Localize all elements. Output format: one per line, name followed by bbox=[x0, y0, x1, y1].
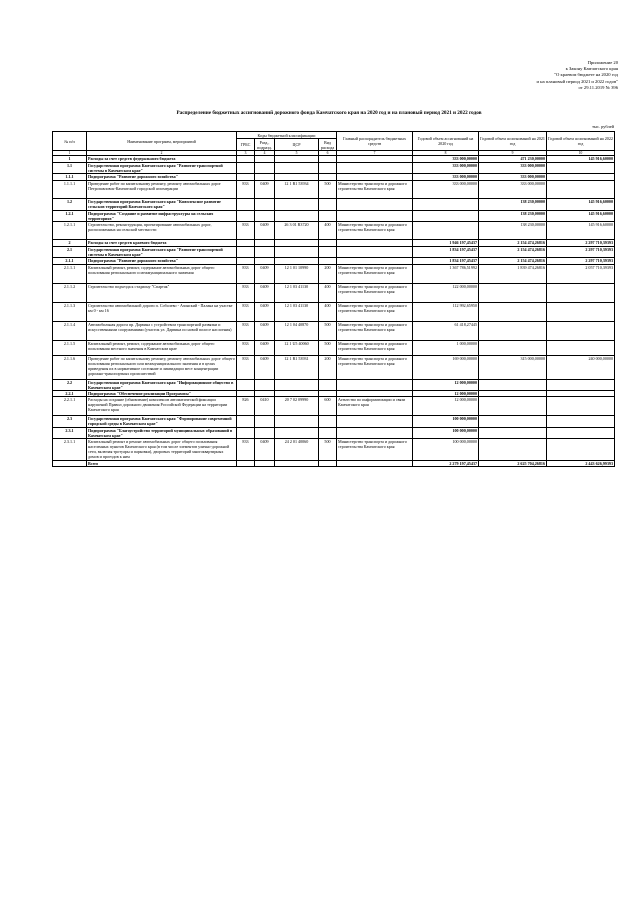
row-csr bbox=[275, 247, 319, 258]
row-amount-2020: 122 000,00000 bbox=[413, 284, 479, 303]
row-csr bbox=[275, 199, 319, 211]
row-number: 2.1 bbox=[53, 247, 87, 258]
row-number: 2.2.1 bbox=[53, 391, 87, 397]
row-vr: 500 bbox=[319, 322, 337, 341]
row-csr bbox=[275, 258, 319, 265]
row-rzpr bbox=[255, 174, 275, 181]
row-amount-2022: 2 297 710,39393 bbox=[547, 258, 615, 265]
colnum: 10 bbox=[547, 151, 615, 156]
row-grbs bbox=[237, 380, 255, 391]
row-name: Подпрограмма "Благоустройство территорий муниципальных образований в Камчатском крае" bbox=[87, 428, 237, 439]
row-vr: 400 bbox=[319, 303, 337, 322]
header-codes-group: Коды бюджетной классификации bbox=[237, 132, 337, 139]
row-vr bbox=[319, 258, 337, 265]
row-amount-2022: 145 916,60000 bbox=[547, 211, 615, 222]
row-manager bbox=[337, 199, 413, 211]
row-amount-2020: 61 418,27445 bbox=[413, 322, 479, 341]
row-number: 2.1.1.4 bbox=[53, 322, 87, 341]
row-amount-2022: 145 916,60000 bbox=[547, 156, 615, 163]
row-amount-2021: 138 230,00000 bbox=[479, 222, 547, 240]
row-amount-2022 bbox=[547, 174, 615, 181]
row-amount-2020: 1 834 197,45437 bbox=[413, 258, 479, 265]
row-rzpr: 0409 bbox=[255, 341, 275, 356]
row-amount-2022 bbox=[547, 163, 615, 174]
row-amount-2021 bbox=[479, 303, 547, 322]
row-amount-2020: 100 000,00000 bbox=[413, 416, 479, 428]
row-number: 2 bbox=[53, 240, 87, 247]
row-manager bbox=[337, 240, 413, 247]
table-row bbox=[53, 439, 615, 461]
row-csr bbox=[275, 174, 319, 181]
header-num: № п/п bbox=[53, 132, 87, 151]
row-amount-2021: 333 000,00000 bbox=[479, 174, 547, 181]
row-rzpr bbox=[255, 461, 275, 467]
row-grbs bbox=[237, 240, 255, 247]
row-manager: Министерство транспорта и дорожного строительства Камчатского края bbox=[337, 341, 413, 356]
row-name: Подпрограмма "Развитие дорожного хозяйства" bbox=[87, 258, 237, 265]
table-row bbox=[53, 303, 615, 322]
row-number: 2.1.1.6 bbox=[53, 356, 87, 380]
table-row bbox=[53, 284, 615, 303]
colnum: 3 bbox=[237, 151, 255, 156]
row-amount-2021: 2 154 474,26816 bbox=[479, 240, 547, 247]
row-csr: 12 1 04 40870 bbox=[275, 322, 319, 341]
row-grbs bbox=[237, 258, 255, 265]
allocation-table bbox=[52, 131, 615, 467]
row-csr bbox=[275, 416, 319, 428]
row-manager bbox=[337, 174, 413, 181]
row-csr: 12 1 U5 40060 bbox=[275, 341, 319, 356]
row-amount-2022 bbox=[547, 397, 615, 416]
row-rzpr: 0409 bbox=[255, 265, 275, 284]
row-amount-2022 bbox=[547, 341, 615, 356]
row-grbs bbox=[237, 247, 255, 258]
row-vr bbox=[319, 240, 337, 247]
row-amount-2020: 2 279 197,45437 bbox=[413, 461, 479, 467]
row-name: Государственная программа Камчатского края "Развитие транспортной системы в Камчатском крае" bbox=[87, 163, 237, 174]
row-amount-2020: 333 000,00000 bbox=[413, 181, 479, 199]
row-name: Строительство подъезда к стадиону "Спартак" bbox=[87, 284, 237, 303]
row-amount-2021 bbox=[479, 322, 547, 341]
appendix-line: и на плановый период 2021 и 2022 годов" bbox=[536, 78, 618, 84]
row-rzpr: 0409 bbox=[255, 303, 275, 322]
row-amount-2020: 169 000,00000 bbox=[413, 356, 479, 380]
row-rzpr bbox=[255, 258, 275, 265]
row-amount-2022 bbox=[547, 181, 615, 199]
row-amount-2021 bbox=[479, 380, 547, 391]
row-amount-2022 bbox=[547, 428, 615, 439]
row-amount-2020: 1 834 197,45437 bbox=[413, 247, 479, 258]
row-manager: Министерство транспорта и дорожного строительства Камчатского края bbox=[337, 284, 413, 303]
row-amount-2020: 100 000,00000 bbox=[413, 428, 479, 439]
row-amount-2020 bbox=[413, 199, 479, 211]
row-amount-2020: 12 000,00000 bbox=[413, 397, 479, 416]
row-amount-2021: 471 230,00000 bbox=[479, 156, 547, 163]
colnum: 7 bbox=[337, 151, 413, 156]
row-amount-2020: 12 000,00000 bbox=[413, 391, 479, 397]
row-number: 2.1.1.2 bbox=[53, 284, 87, 303]
colnum: 5 bbox=[275, 151, 319, 156]
table-row bbox=[53, 163, 615, 174]
row-csr: 12 1 R1 53934 bbox=[275, 181, 319, 199]
row-name: Подпрограмма "Развитие дорожного хозяйства" bbox=[87, 174, 237, 181]
row-name: Капитальный ремонт и ремонт автомобильных дорог общего пользования населенных пунктов Камчатского края (в том числе элементов улично-дорожной сети, включая тротуары и парковки), дворовых территорий многоквартирных домов и проездов к ним bbox=[87, 439, 237, 461]
row-number: 1.2.1 bbox=[53, 211, 87, 222]
table-row bbox=[53, 181, 615, 199]
row-name: Строительство автомобильной дороги п. Соболево - Азинский - Палана на участке км 0 - км 16 bbox=[87, 303, 237, 322]
row-grbs: 833 bbox=[237, 303, 255, 322]
table-row bbox=[53, 265, 615, 284]
row-number: 1.2.1.1 bbox=[53, 222, 87, 240]
row-manager: Агентство по информатизации и связи Камчатского края bbox=[337, 397, 413, 416]
row-number: 2.2.1.1 bbox=[53, 397, 87, 416]
row-name: Капитальный ремонт, ремонт, содержание автомобильных дорог общего пользования регионального и межмуниципального значения bbox=[87, 265, 237, 284]
table-row bbox=[53, 380, 615, 391]
row-amount-2021: 2 625 704,26816 bbox=[479, 461, 547, 467]
row-manager: Министерство транспорта и дорожного строительства Камчатского края bbox=[337, 356, 413, 380]
colnum: 1 bbox=[53, 151, 87, 156]
row-vr bbox=[319, 247, 337, 258]
row-rzpr bbox=[255, 416, 275, 428]
document-title: Распределение бюджетных ассигнований дорожного фонда Камчатского края на 2020 год и на плановый период 2021 и 2022 годов bbox=[176, 110, 482, 116]
header-manager: Главный распорядитель бюджетных средств bbox=[337, 132, 413, 151]
header-grbs: ГРБС bbox=[237, 139, 255, 151]
row-manager bbox=[337, 380, 413, 391]
row-amount-2020: 333 000,00000 bbox=[413, 174, 479, 181]
colnum: 9 bbox=[479, 151, 547, 156]
row-grbs bbox=[237, 428, 255, 439]
header-name: Наименование программ, мероприятий bbox=[87, 132, 237, 151]
row-amount-2021: 333 000,00000 bbox=[479, 181, 547, 199]
row-name: Государственная программа Камчатского края "Информационное общество в Камчатском крае" bbox=[87, 380, 237, 391]
header-2022: Годовой объем ассигнований на 2022 год bbox=[547, 132, 615, 151]
row-number: 2.3 bbox=[53, 416, 87, 428]
row-csr: 12 1 03 41130 bbox=[275, 303, 319, 322]
table-row bbox=[53, 222, 615, 240]
row-rzpr: 0409 bbox=[255, 222, 275, 240]
row-name: Подпрограмма "Обеспечение реализации Программы" bbox=[87, 391, 237, 397]
row-rzpr bbox=[255, 211, 275, 222]
colnum: 4 bbox=[255, 151, 275, 156]
appendix-line: к Закону Камчатского края bbox=[565, 66, 618, 72]
row-rzpr bbox=[255, 247, 275, 258]
row-csr bbox=[275, 380, 319, 391]
row-amount-2022 bbox=[547, 416, 615, 428]
row-amount-2021: 138 230,00000 bbox=[479, 199, 547, 211]
row-rzpr bbox=[255, 163, 275, 174]
row-grbs bbox=[237, 199, 255, 211]
row-amount-2022: 2 057 710,39393 bbox=[547, 265, 615, 284]
row-csr bbox=[275, 211, 319, 222]
row-manager: Министерство транспорта и дорожного строительства Камчатского края bbox=[337, 322, 413, 341]
row-number: 2.1.1 bbox=[53, 258, 87, 265]
row-grbs bbox=[237, 163, 255, 174]
row-amount-2021: 1 839 474,26816 bbox=[479, 265, 547, 284]
row-name: Расходы за счет средств краевого бюджета bbox=[87, 240, 237, 247]
row-amount-2020: 112 992,65950 bbox=[413, 303, 479, 322]
row-rzpr bbox=[255, 156, 275, 163]
row-grbs: 826 bbox=[237, 397, 255, 416]
row-manager bbox=[337, 156, 413, 163]
row-amount-2022: 240 000,00000 bbox=[547, 356, 615, 380]
row-amount-2021 bbox=[479, 428, 547, 439]
row-rzpr: 0409 bbox=[255, 284, 275, 303]
table-row bbox=[53, 199, 615, 211]
colnum: 8 bbox=[413, 151, 479, 156]
row-amount-2021: 138 230,00000 bbox=[479, 211, 547, 222]
table-row bbox=[53, 211, 615, 222]
table-row bbox=[53, 461, 615, 467]
row-amount-2021: 2 154 474,26816 bbox=[479, 258, 547, 265]
row-csr bbox=[275, 163, 319, 174]
row-number: 2.3.1 bbox=[53, 428, 87, 439]
row-csr: 26 3 01 R3720 bbox=[275, 222, 319, 240]
row-amount-2022: 2 297 710,39393 bbox=[547, 247, 615, 258]
row-amount-2022 bbox=[547, 380, 615, 391]
row-name: Расходы на создание (обновление) комплексов автоматической фиксации нарушений Правил дорожного движения Российской Федерации на территории Камчатского края bbox=[87, 397, 237, 416]
row-amount-2022: 2 443 626,99393 bbox=[547, 461, 615, 467]
appendix-line: от 29.11.2019 № 396 bbox=[578, 84, 618, 90]
row-rzpr bbox=[255, 380, 275, 391]
colnum: 6 bbox=[319, 151, 337, 156]
row-amount-2020 bbox=[413, 222, 479, 240]
row-amount-2022: 2 297 710,39393 bbox=[547, 240, 615, 247]
row-grbs: 833 bbox=[237, 439, 255, 461]
row-rzpr bbox=[255, 240, 275, 247]
row-name: Проведение работ по капитальному ремонту, ремонту автомобильных дорог Петропавловск-Камчатской городской агломерации bbox=[87, 181, 237, 199]
row-amount-2021 bbox=[479, 397, 547, 416]
row-manager bbox=[337, 247, 413, 258]
row-vr: 500 bbox=[319, 439, 337, 461]
row-amount-2020: 333 000,00000 bbox=[413, 156, 479, 163]
row-amount-2021 bbox=[479, 416, 547, 428]
table-row bbox=[53, 397, 615, 416]
header-vr: Вид расхода bbox=[319, 139, 337, 151]
row-name: Всего bbox=[87, 461, 237, 467]
row-vr bbox=[319, 163, 337, 174]
row-name: Строительство, реконструкция, проектирование автомобильных дорог, расположенных на сельской местности bbox=[87, 222, 237, 240]
row-vr: 600 bbox=[319, 397, 337, 416]
row-number: 1.1.1 bbox=[53, 174, 87, 181]
row-vr bbox=[319, 416, 337, 428]
row-rzpr: 0410 bbox=[255, 397, 275, 416]
row-rzpr bbox=[255, 428, 275, 439]
row-number: 1.1 bbox=[53, 163, 87, 174]
row-amount-2022 bbox=[547, 284, 615, 303]
row-vr bbox=[319, 199, 337, 211]
row-manager bbox=[337, 211, 413, 222]
row-amount-2021 bbox=[479, 284, 547, 303]
row-csr: 12 1 R1 53931 bbox=[275, 356, 319, 380]
table-row bbox=[53, 156, 615, 163]
table-row bbox=[53, 341, 615, 356]
row-grbs: 833 bbox=[237, 222, 255, 240]
row-vr bbox=[319, 380, 337, 391]
row-grbs: 833 bbox=[237, 356, 255, 380]
row-number: 2.3.1.1 bbox=[53, 439, 87, 461]
row-amount-2021 bbox=[479, 439, 547, 461]
units-label: тыс. рублей bbox=[592, 124, 614, 129]
row-amount-2020: 1 367 786,51992 bbox=[413, 265, 479, 284]
row-name: Подпрограмма "Создание и развитие инфраструктуры на сельских территориях" bbox=[87, 211, 237, 222]
row-vr bbox=[319, 428, 337, 439]
row-name: Капитальный ремонт, ремонт, содержание автомобильных дорог общего пользования местного значения в Камчатском крае bbox=[87, 341, 237, 356]
header-rzpr: Разд., подразд. bbox=[255, 139, 275, 151]
row-manager bbox=[337, 428, 413, 439]
row-grbs: 833 bbox=[237, 284, 255, 303]
row-rzpr: 0409 bbox=[255, 181, 275, 199]
row-manager bbox=[337, 258, 413, 265]
row-manager bbox=[337, 461, 413, 467]
appendix-header bbox=[388, 60, 618, 91]
row-csr: 24 2 01 40060 bbox=[275, 439, 319, 461]
row-amount-2022: 145 916,60000 bbox=[547, 199, 615, 211]
row-csr bbox=[275, 240, 319, 247]
row-name: Проведение работ по капитальному ремонту, ремонту автомобильных дорог общего пользования регионального или межмуниципального значения и в целях приведения их в нормативное состояние и ликвидации мест концентрации дорожно-транспортных происшествий bbox=[87, 356, 237, 380]
row-number: 1.1.1.1 bbox=[53, 181, 87, 199]
table-row bbox=[53, 322, 615, 341]
header-2021: Годовой объем ассигнований на 2021 год bbox=[479, 132, 547, 151]
row-amount-2022 bbox=[547, 322, 615, 341]
row-csr: 20 7 02 09990 bbox=[275, 397, 319, 416]
row-name: Государственная программа Камчатского края "Развитие транспортной системы в Камчатском крае" bbox=[87, 247, 237, 258]
row-vr bbox=[319, 461, 337, 467]
row-csr bbox=[275, 428, 319, 439]
row-number: 2.1.1.1 bbox=[53, 265, 87, 284]
table-row bbox=[53, 356, 615, 380]
row-vr: 400 bbox=[319, 222, 337, 240]
row-grbs: 833 bbox=[237, 322, 255, 341]
row-number: 1.2 bbox=[53, 199, 87, 211]
row-amount-2021: 315 000,00000 bbox=[479, 356, 547, 380]
table-row bbox=[53, 247, 615, 258]
row-amount-2021 bbox=[479, 341, 547, 356]
row-csr bbox=[275, 156, 319, 163]
row-amount-2020: 333 000,00000 bbox=[413, 163, 479, 174]
row-amount-2021: 2 154 474,26816 bbox=[479, 247, 547, 258]
row-csr: 12 1 03 41130 bbox=[275, 284, 319, 303]
table-row bbox=[53, 258, 615, 265]
row-amount-2020: 100 000,00000 bbox=[413, 439, 479, 461]
row-manager bbox=[337, 416, 413, 428]
row-vr bbox=[319, 156, 337, 163]
row-amount-2021: 333 000,00000 bbox=[479, 163, 547, 174]
row-grbs bbox=[237, 416, 255, 428]
row-amount-2020 bbox=[413, 211, 479, 222]
row-number: 2.2 bbox=[53, 380, 87, 391]
header-csr: ЦСР bbox=[275, 139, 319, 151]
row-grbs: 833 bbox=[237, 181, 255, 199]
row-manager: Министерство транспорта и дорожного строительства Камчатского края bbox=[337, 265, 413, 284]
table-row bbox=[53, 428, 615, 439]
appendix-line: Приложение 20 bbox=[587, 60, 618, 65]
row-vr: 500 bbox=[319, 341, 337, 356]
row-name: Расходы за счет средств федерального бюджета bbox=[87, 156, 237, 163]
row-name: Автомобильная дорога пр. Дарвина с устройством транспортной развязки и искусственными сооружениями (участок ул. Дарвина по новой полосе наслоения) bbox=[87, 322, 237, 341]
row-manager: Министерство транспорта и дорожного строительства Камчатского края bbox=[337, 222, 413, 240]
table-body bbox=[53, 156, 615, 467]
row-rzpr: 0409 bbox=[255, 356, 275, 380]
row-rzpr bbox=[255, 199, 275, 211]
row-grbs bbox=[237, 174, 255, 181]
table-row bbox=[53, 240, 615, 247]
row-name: Государственная программа Камчатского края "Формирование современной городской среды в Камчатском крае" bbox=[87, 416, 237, 428]
row-vr: 200 bbox=[319, 356, 337, 380]
header-2020: Годовой объем ассигнований на 2020 год bbox=[413, 132, 479, 151]
appendix-line: "О краевом бюджете на 2020 год bbox=[554, 72, 618, 78]
row-amount-2020: 12 000,00000 bbox=[413, 380, 479, 391]
row-rzpr: 0409 bbox=[255, 439, 275, 461]
table-row bbox=[53, 174, 615, 181]
row-manager: Министерство транспорта и дорожного строительства Камчатского края bbox=[337, 439, 413, 461]
row-vr: 200 bbox=[319, 265, 337, 284]
table-row bbox=[53, 416, 615, 428]
row-grbs bbox=[237, 211, 255, 222]
row-vr: 400 bbox=[319, 284, 337, 303]
row-amount-2022 bbox=[547, 439, 615, 461]
row-rzpr: 0409 bbox=[255, 322, 275, 341]
row-grbs bbox=[237, 461, 255, 467]
row-grbs bbox=[237, 156, 255, 163]
row-manager: Министерство транспорта и дорожного строительства Камчатского края bbox=[337, 303, 413, 322]
row-amount-2020: 1 946 197,45437 bbox=[413, 240, 479, 247]
row-grbs: 833 bbox=[237, 341, 255, 356]
row-number: 2.1.1.5 bbox=[53, 341, 87, 356]
row-name: Государственная программа Камчатского края "Комплексное развитие сельских территорий Камчатского края" bbox=[87, 199, 237, 211]
row-manager bbox=[337, 163, 413, 174]
row-csr: 12 1 01 10990 bbox=[275, 265, 319, 284]
row-number bbox=[53, 461, 87, 467]
row-manager: Министерство транспорта и дорожного строительства Камчатского края bbox=[337, 181, 413, 199]
row-grbs: 833 bbox=[237, 265, 255, 284]
row-vr bbox=[319, 174, 337, 181]
row-vr: 500 bbox=[319, 181, 337, 199]
row-number: 1 bbox=[53, 156, 87, 163]
colnum: 2 bbox=[87, 151, 237, 156]
row-number: 2.1.1.3 bbox=[53, 303, 87, 322]
row-vr bbox=[319, 211, 337, 222]
row-csr bbox=[275, 461, 319, 467]
row-amount-2022 bbox=[547, 303, 615, 322]
row-amount-2020: 1 000,00000 bbox=[413, 341, 479, 356]
row-amount-2022: 145 916,60000 bbox=[547, 222, 615, 240]
